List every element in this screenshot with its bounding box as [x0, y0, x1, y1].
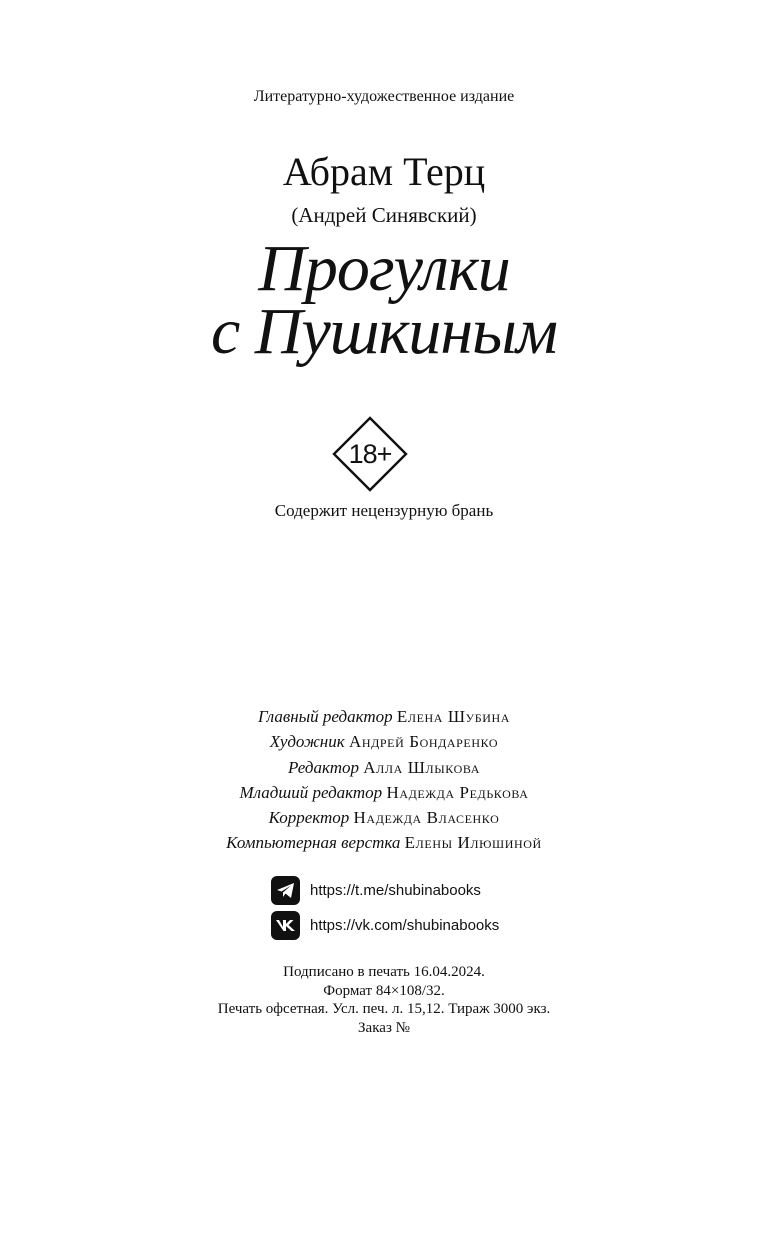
credit-line [0, 830, 768, 855]
credit-name: Надежда Власенко [353, 808, 500, 828]
imprint-line: Печать офсетная. Усл. печ. л. 15,12. Тираж 3000 экз. [217, 1001, 551, 1018]
credit-role: Младший редактор [239, 782, 383, 802]
credit-name: Надежда Редькова [386, 782, 529, 802]
credit-name: Андрей Бондаренко [348, 732, 499, 752]
vk-icon [271, 911, 300, 940]
vk-url[interactable]: https://vk.com/shubinabooks [310, 917, 500, 934]
credit-line [0, 755, 768, 780]
book-title-line-1: Прогулки [258, 232, 510, 305]
book-title-line-2: с Пушкиным [210, 295, 557, 368]
imprint-line: Формат 84×108/32. [323, 982, 445, 999]
author-name: Абрам Терц [282, 149, 486, 194]
age-rating-label: 18+ [348, 438, 392, 469]
credit-role: Корректор [268, 808, 350, 828]
imprint-line: Подписано в печать 16.04.2024. [283, 964, 485, 980]
vk-link[interactable] [271, 911, 499, 940]
edition-type: Литературно-художественное издание [253, 88, 515, 105]
credit-role: Компьютерная верстка [226, 833, 401, 853]
telegram-link[interactable] [271, 876, 481, 905]
age-rating-badge [332, 416, 408, 492]
credit-name: Алла Шлыкова [363, 757, 480, 777]
telegram-url[interactable]: https://t.me/shubinabooks [310, 882, 481, 899]
credit-role: Главный редактор [257, 707, 393, 726]
credit-line [0, 704, 768, 729]
credit-line [0, 780, 768, 805]
credit-line [0, 805, 768, 830]
credits-list [0, 704, 768, 856]
credit-name: Елены Илюшиной [404, 833, 542, 853]
telegram-icon [271, 876, 300, 905]
imprint-line: Заказ № [358, 1019, 410, 1036]
credit-name: Елена Шубина [396, 707, 511, 726]
content-warning: Содержит нецензурную брань [274, 501, 494, 520]
credit-role: Художник [269, 732, 345, 752]
author-real-name: (Андрей Синявский) [291, 203, 477, 227]
imprint-block [0, 963, 768, 1037]
credit-line [0, 729, 768, 754]
credit-role: Редактор [288, 757, 360, 777]
